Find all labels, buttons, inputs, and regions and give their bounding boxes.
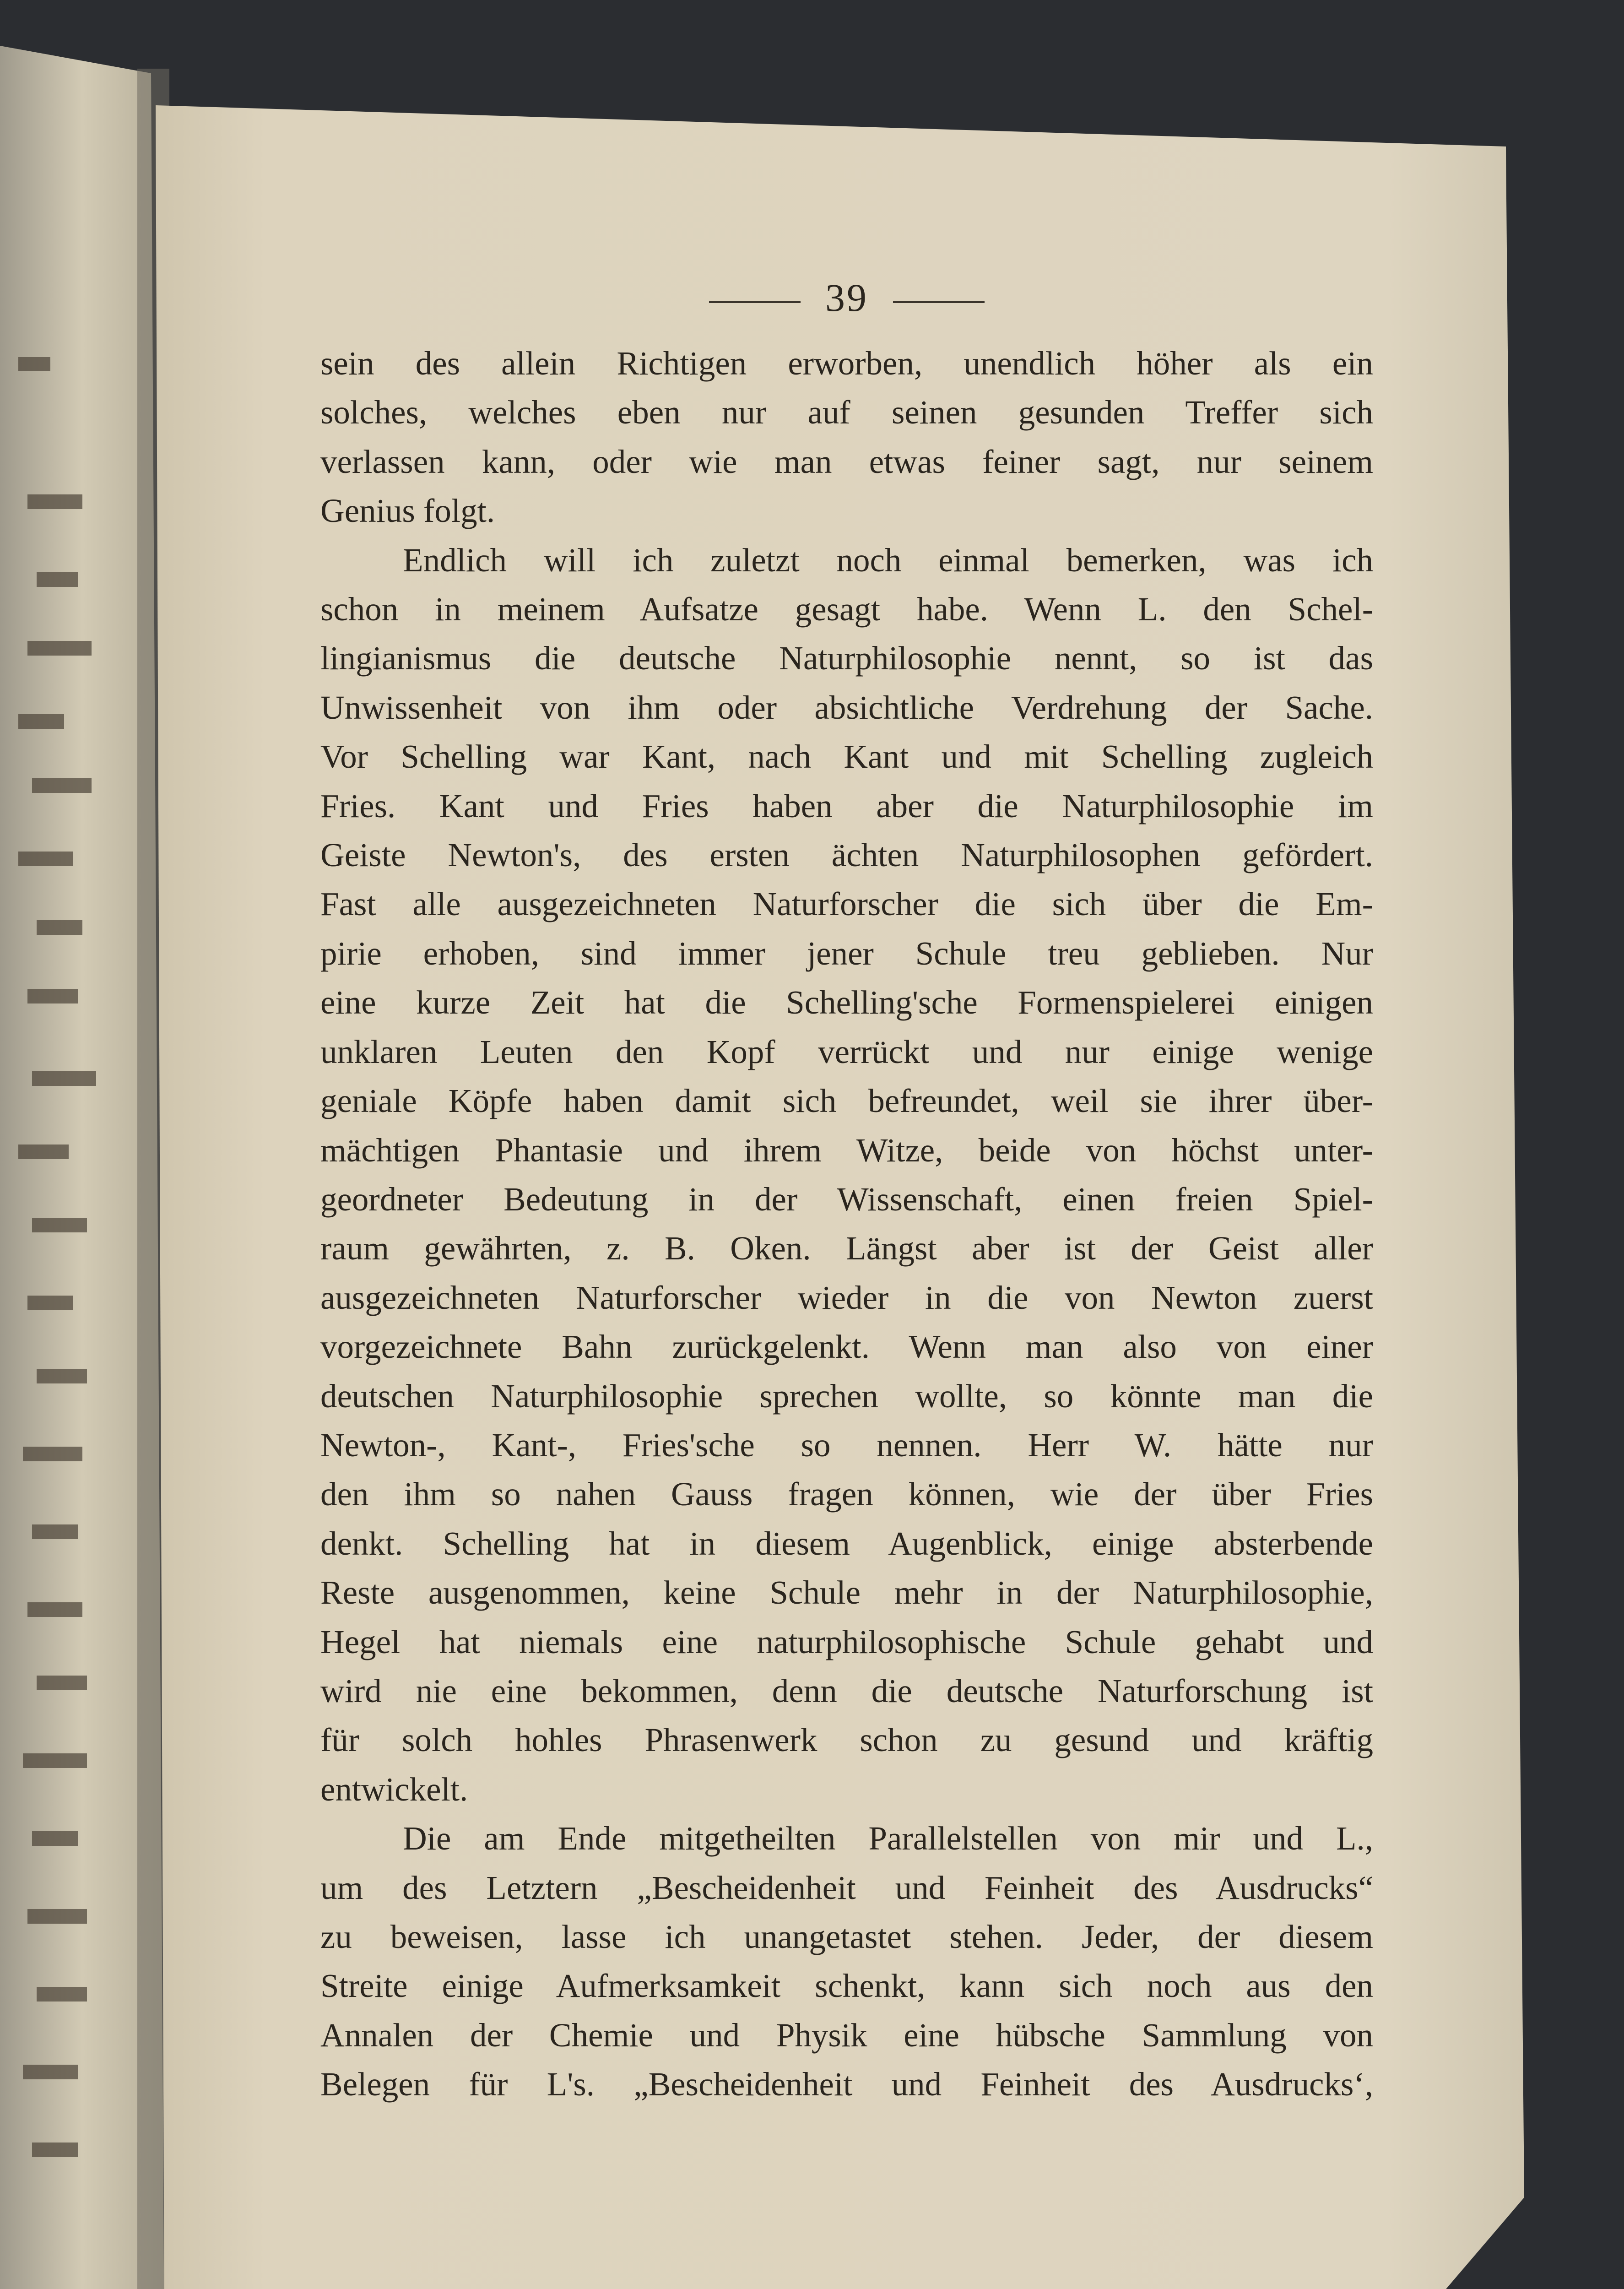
text-line: Vor Schelling war Kant, nach Kant und mit Schelling zugleich <box>320 738 1373 776</box>
text-line: wird nie eine bekommen, denn die deutsche Naturforschung ist <box>320 1672 1373 1709</box>
text-line: verlassen kann, oder wie man etwas feiner sagt, nur seinem <box>320 443 1373 480</box>
text-line: schon in meinem Aufsatze gesagt habe. Wenn L. den Schel- <box>320 591 1373 628</box>
text-line: um des Letztern „Bescheidenheit und Feinheit des Ausdrucks“ <box>320 1869 1373 1906</box>
text-line: ausgezeichneten Naturforscher wieder in die von Newton zuerst <box>320 1279 1373 1316</box>
text-line: Fast alle ausgezeichneten Naturforscher die sich über die Em- <box>320 885 1373 923</box>
text-line: Endlich will ich zuletzt noch einmal bemerken, was ich <box>403 541 1373 579</box>
text-line: Genius folgt. <box>320 492 495 530</box>
page-number-header <box>320 275 1373 320</box>
text-line: Geiste Newton's, des ersten ächten Naturphilosophen gefördert. <box>320 836 1373 874</box>
text-line: Unwissenheit von ihm oder absichtliche Verdrehung der Sache. <box>320 689 1373 726</box>
text-line: Annalen der Chemie und Physik eine hübsche Sammlung von <box>320 2016 1373 2054</box>
text-line: sein des allein Richtigen erworben, unendlich höher als ein <box>320 345 1373 382</box>
page-number-rule-right <box>893 301 985 303</box>
text-line: Die am Ende mitgetheilten Parallelstellen von mir und L., <box>403 1820 1373 1857</box>
text-line: Belegen für L's. „Bescheidenheit und Feinheit des Ausdrucks‘, <box>320 2066 1373 2103</box>
text-line: Hegel hat niemals eine naturphilosophische Schule gehabt und <box>320 1623 1373 1660</box>
text-line: eine kurze Zeit hat die Schelling'sche Formenspielerei einigen <box>320 984 1373 1021</box>
text-line: zu beweisen, lasse ich unangetastet stehen. Jeder, der diesem <box>320 1918 1373 1955</box>
text-line: pirie erhoben, sind immer jener Schule treu geblieben. Nur <box>320 934 1373 972</box>
paragraph-1 <box>320 339 1373 536</box>
text-line: entwickelt. <box>320 1770 468 1808</box>
text-line: solches, welches eben nur auf seinen gesunden Treffer sich <box>320 394 1373 431</box>
page-text-block <box>320 275 1373 2109</box>
text-line: Streite einige Aufmerksamkeit schenkt, kann sich noch aus den <box>320 1967 1373 2005</box>
text-line: vorgezeichnete Bahn zurückgelenkt. Wenn man also von einer <box>320 1328 1373 1366</box>
paragraph-3 <box>320 1814 1373 2109</box>
page-number: 39 <box>825 276 868 320</box>
page-number-rule-left <box>709 301 801 303</box>
text-line: Newton-, Kant-, Fries'sche so nennen. Herr W. hätte nur <box>320 1426 1373 1464</box>
text-line: deutschen Naturphilosophie sprechen wollte, so könnte man die <box>320 1377 1373 1415</box>
text-line: Fries. Kant und Fries haben aber die Naturphilosophie im <box>320 787 1373 824</box>
text-line: den ihm so nahen Gauss fragen können, wie der über Fries <box>320 1475 1373 1513</box>
text-line: raum gewährten, z. B. Oken. Längst aber ist der Geist aller <box>320 1230 1373 1267</box>
text-line: geordneter Bedeutung in der Wissenschaft, einen freien Spiel- <box>320 1180 1373 1218</box>
text-line: unklaren Leuten den Kopf verrückt und nur einige wenige <box>320 1033 1373 1070</box>
text-line: denkt. Schelling hat in diesem Augenblick, einige absterbende <box>320 1524 1373 1562</box>
text-line: für solch hohles Phrasenwerk schon zu gesund und kräftig <box>320 1721 1373 1759</box>
paragraph-2 <box>320 536 1373 1814</box>
text-line: mächtigen Phantasie und ihrem Witze, beide von höchst unter- <box>320 1131 1373 1169</box>
text-line: lingianismus die deutsche Naturphilosophie nennt, so ist das <box>320 640 1373 677</box>
text-line: geniale Köpfe haben damit sich befreundet, weil sie ihrer über- <box>320 1082 1373 1120</box>
text-line: Reste ausgenommen, keine Schule mehr in der Naturphilosophie, <box>320 1574 1373 1611</box>
